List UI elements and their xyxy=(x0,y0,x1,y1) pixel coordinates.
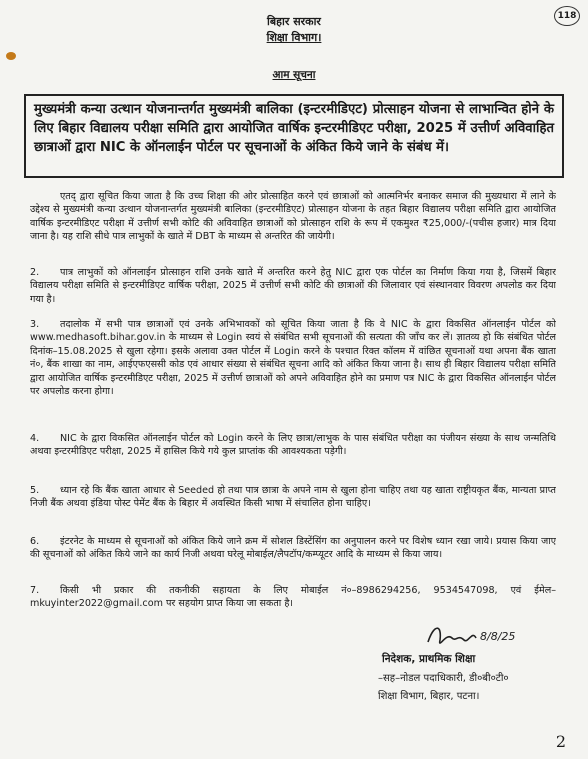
paragraph-3: 3. तदालोक में सभी पात्र छात्राओं एवं उनके अभिभावकों को सूचित किया जाता है कि वे NIC के द्वारा विकसित ऑनलाईन पोर्टल को www.medhasoft.bihar.gov.in के माध्यम से Login स्वयं से संबंधित सभी सूचनाओं की सत्यता की जाँच कर लें। ज्ञातव्य हो कि संबंधित पोर्टल दिनांक–15.08.2025 से खुला रहेगा। इसके अलावा उक्त पोर्टल में Login करने के पश्चात रिक्त कॉलम में वांछित सूचनाओं यथा अपना बैंक खाता नं०, बैंक शाखा का नाम, आईएफएससी कोड एवं आधार संख्या से संबंधित सूचना आदि को अंकित किया जाना है। साथ ही बिहार विद्यालय परीक्षा समिति द्वारा आयोजित वार्षिक इन्टरमीडिएट परीक्षा, 2025 में उत्तीर्ण छात्राओं को अपने अविवाहित होने का प्रमाण पत्र NIC के द्वारा विकसित ऑनलाईन पोर्टल पर अपलोड करना होगा। xyxy=(30,319,556,398)
paragraph-2: 2. पात्र लाभुकों को ऑनलाईन प्रोत्साहन राशि उनके खाते में अन्तरित करने हेतु NIC द्वारा एक पोर्टल का निर्माण किया गया है, जिसमें बिहार विद्यालय परीक्षा समिति से इन्टरमीडिएट वार्षिक परीक्षा, 2025 में उत्तीर्ण सभी कोटि की छात्राओं की जिलावार एवं संस्थानवार विवरण अपलोड कर दिया गया है। xyxy=(30,267,556,305)
paragraph-1: एतद् द्वारा सूचित किया जाता है कि उच्च शिक्षा की ओर प्रोत्साहित करने एवं छात्राओं को आत्मनिर्भर बनाकर समाज की मुख्यधारा में लाने के उद्देश्य से मुख्यमंत्री कन्या उत्थान योजनान्तर्गत मुख्यमंत्री बालिका (इन्टरमीडिएट) प्रोत्साहन योजना के तहत बिहार विद्यालय परीक्षा समिति द्वारा आयोजित वार्षिक इन्टरमीडिएट परीक्षा में उत्तीर्ण सभी कोटि की अविवाहित छात्राओं को प्रोत्साहन राशि के रूप में एकमुश्त ₹25,000/-(पचीस हजार) मात्र दिया जाना है। यह राशि सीधे पात्र लाभुकों के खाते में DBT के माध्यम से अन्तरित की जायेगी। xyxy=(30,191,556,243)
paragraph-6: 6. इंटरनेट के माध्यम से सूचनाओं को अंकित किये जाने क्रम में सोशल डिस्टेंसिंग का अनुपालन करने पर विशेष ध्यान रखा जाये। प्रयास किया जाए की सूचनाओं को अंकित किये जाने का कार्य निजी अथवा घरेलू मोबाईल/लैपटॉप/कम्प्यूटर आदि के माध्यम से किया जाय। xyxy=(30,536,556,561)
department-header: शिक्षा विभाग। xyxy=(266,31,322,44)
signatory-line-3: शिक्षा विभाग, बिहार, पटना। xyxy=(378,691,480,702)
paragraph-5: 5. ध्यान रहे कि बैंक खाता आधार से Seeded हो तथा पात्र छात्रा के अपने नाम से खुला होना चाहिए तथा यह खाता राष्ट्रीयकृत बैंक, मान्यता प्राप्त निजी बैंक अथवा इंडिया पोस्ट पेमेंट बैंक के बिहार में अवस्थित किसी भाषा में संचालित होना चाहिए। xyxy=(30,485,556,510)
paragraph-7: 7. किसी भी प्रकार की तकनीकी सहायता के लिए मोबाईल नं०–8986294256, 9534547098, एवं ईमेल–mkuyinter2022@gmail.com पर सहयोग प्राप्त किया जा सकता है। xyxy=(30,585,556,610)
handwritten-signature xyxy=(424,620,524,656)
government-header: बिहार सरकार xyxy=(267,15,321,28)
punch-hole-mark xyxy=(6,52,16,60)
notice-title: आम सूचना xyxy=(272,69,316,81)
page-stamp-number: 118 xyxy=(554,6,580,26)
signature-date: 8/8/25 xyxy=(480,630,516,643)
signatory-designation: निदेशक, प्राथमिक शिक्षा xyxy=(382,653,476,665)
page-number: 2 xyxy=(555,732,566,751)
signatory-line-2: –सह–नोडल पदाधिकारी, डी०बी०टी० xyxy=(378,673,509,684)
paragraph-4: 4. NIC के द्वारा विकसित ऑनलाईन पोर्टल को Login करने के लिए छात्रा/लाभुक के पास संबंधित परीक्षा का पंजीयन संख्या के साथ जन्मतिथि अथवा इन्टरमीडिएट परीक्षा, 2025 में हासिल किये गये कुल प्राप्तांक की आवश्यकता पड़ेगी। xyxy=(30,433,556,458)
subject-box: मुख्यमंत्री कन्या उत्थान योजनान्तर्गत मुख्यमंत्री बालिका (इन्टरमीडिएट) प्रोत्साहन योजना से लाभान्वित होने के लिए बिहार विद्यालय परीक्षा समिति द्वारा आयोजित वार्षिक इन्टरमीडिएट परीक्षा, 2025 में उत्तीर्ण अविवाहित छात्राओं द्वारा NIC के ऑनलाईन पोर्टल पर सूचनाओं के अंकित किये जाने के संबंध में। xyxy=(24,94,564,178)
